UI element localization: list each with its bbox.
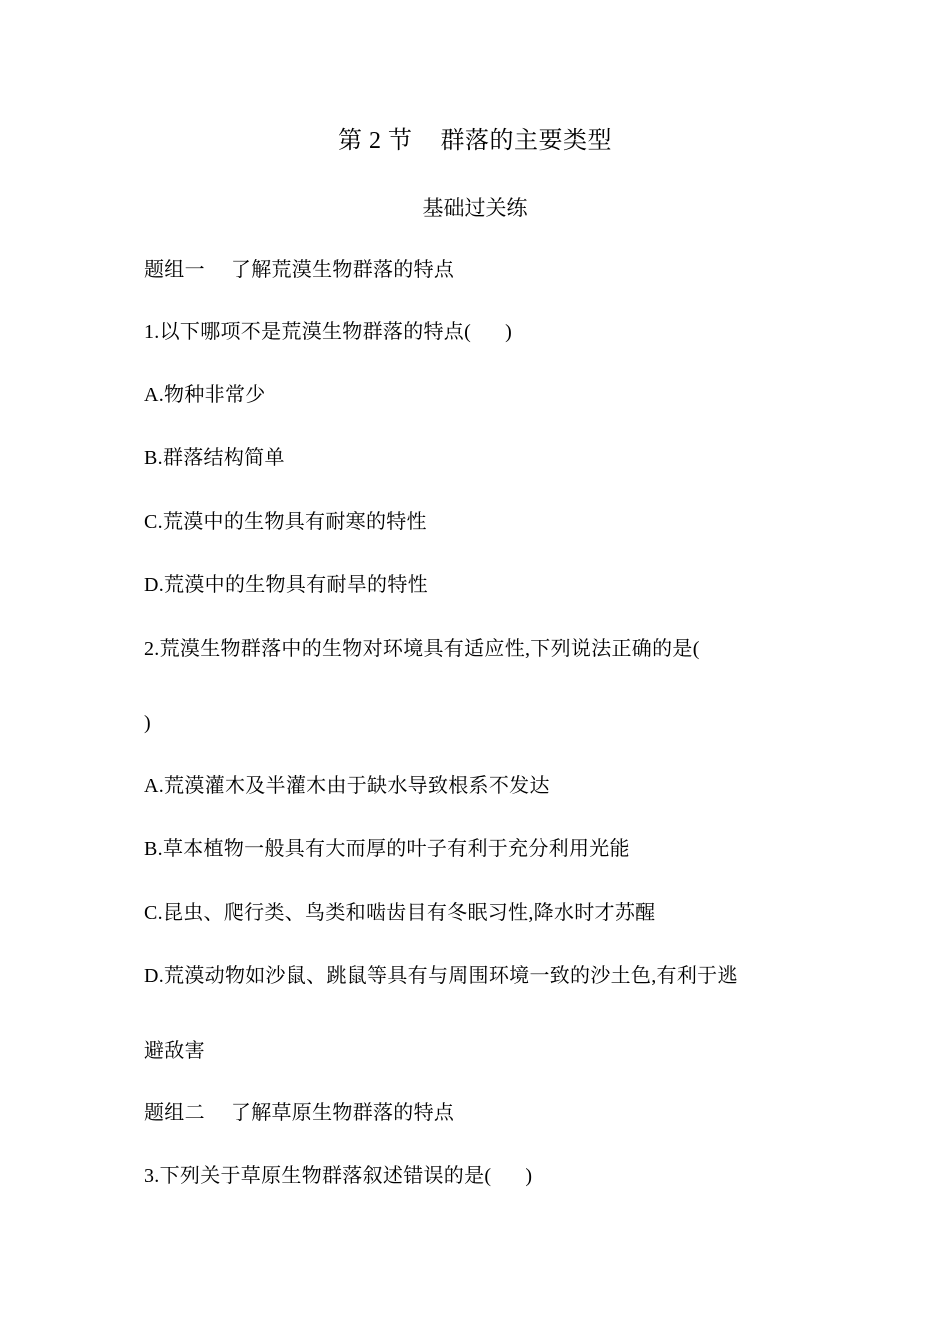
question-2-option-d-continued: 避敌害: [144, 1040, 205, 1062]
question-1-option-d: D.荒漠中的生物具有耐旱的特性: [144, 574, 428, 596]
question-1-option-c: C.荒漠中的生物具有耐寒的特性: [144, 511, 427, 533]
group-topic: 了解荒漠生物群落的特点: [230, 259, 455, 281]
question-2-stem-close: ): [144, 712, 151, 734]
question-1-option-b: B.群落结构简单: [144, 447, 285, 469]
question-1-option-a: A.物种非常少: [144, 384, 266, 406]
group-heading-1: [144, 256, 454, 284]
question-3-stem: 3.下列关于草原生物群落叙述错误的是( ): [144, 1165, 533, 1187]
section-number: 第 2 节: [338, 128, 413, 154]
section-name: 群落的主要类型: [440, 128, 612, 154]
question-1-stem: 1.以下哪项不是荒漠生物群落的特点( ): [144, 321, 513, 343]
group-label: 题组二: [144, 1102, 205, 1124]
question-2-option-a: A.荒漠灌木及半灌木由于缺水导致根系不发达: [144, 775, 550, 797]
question-2-option-d: D.荒漠动物如沙鼠、跳鼠等具有与周围环境一致的沙土色,有利于逃: [144, 965, 738, 987]
group-topic: 了解草原生物群落的特点: [230, 1102, 455, 1124]
group-heading-2: [144, 1099, 454, 1127]
question-2-option-c: C.昆虫、爬行类、鸟类和啮齿目有冬眠习性,降水时才苏醒: [144, 902, 656, 924]
group-label: 题组一: [144, 259, 205, 281]
question-2-stem: 2.荒漠生物群落中的生物对环境具有适应性,下列说法正确的是(: [144, 638, 700, 660]
question-2-option-b: B.草本植物一般具有大而厚的叶子有利于充分利用光能: [144, 838, 630, 860]
exercise-subtitle: 基础过关练: [422, 196, 528, 220]
page-title: [0, 125, 950, 157]
